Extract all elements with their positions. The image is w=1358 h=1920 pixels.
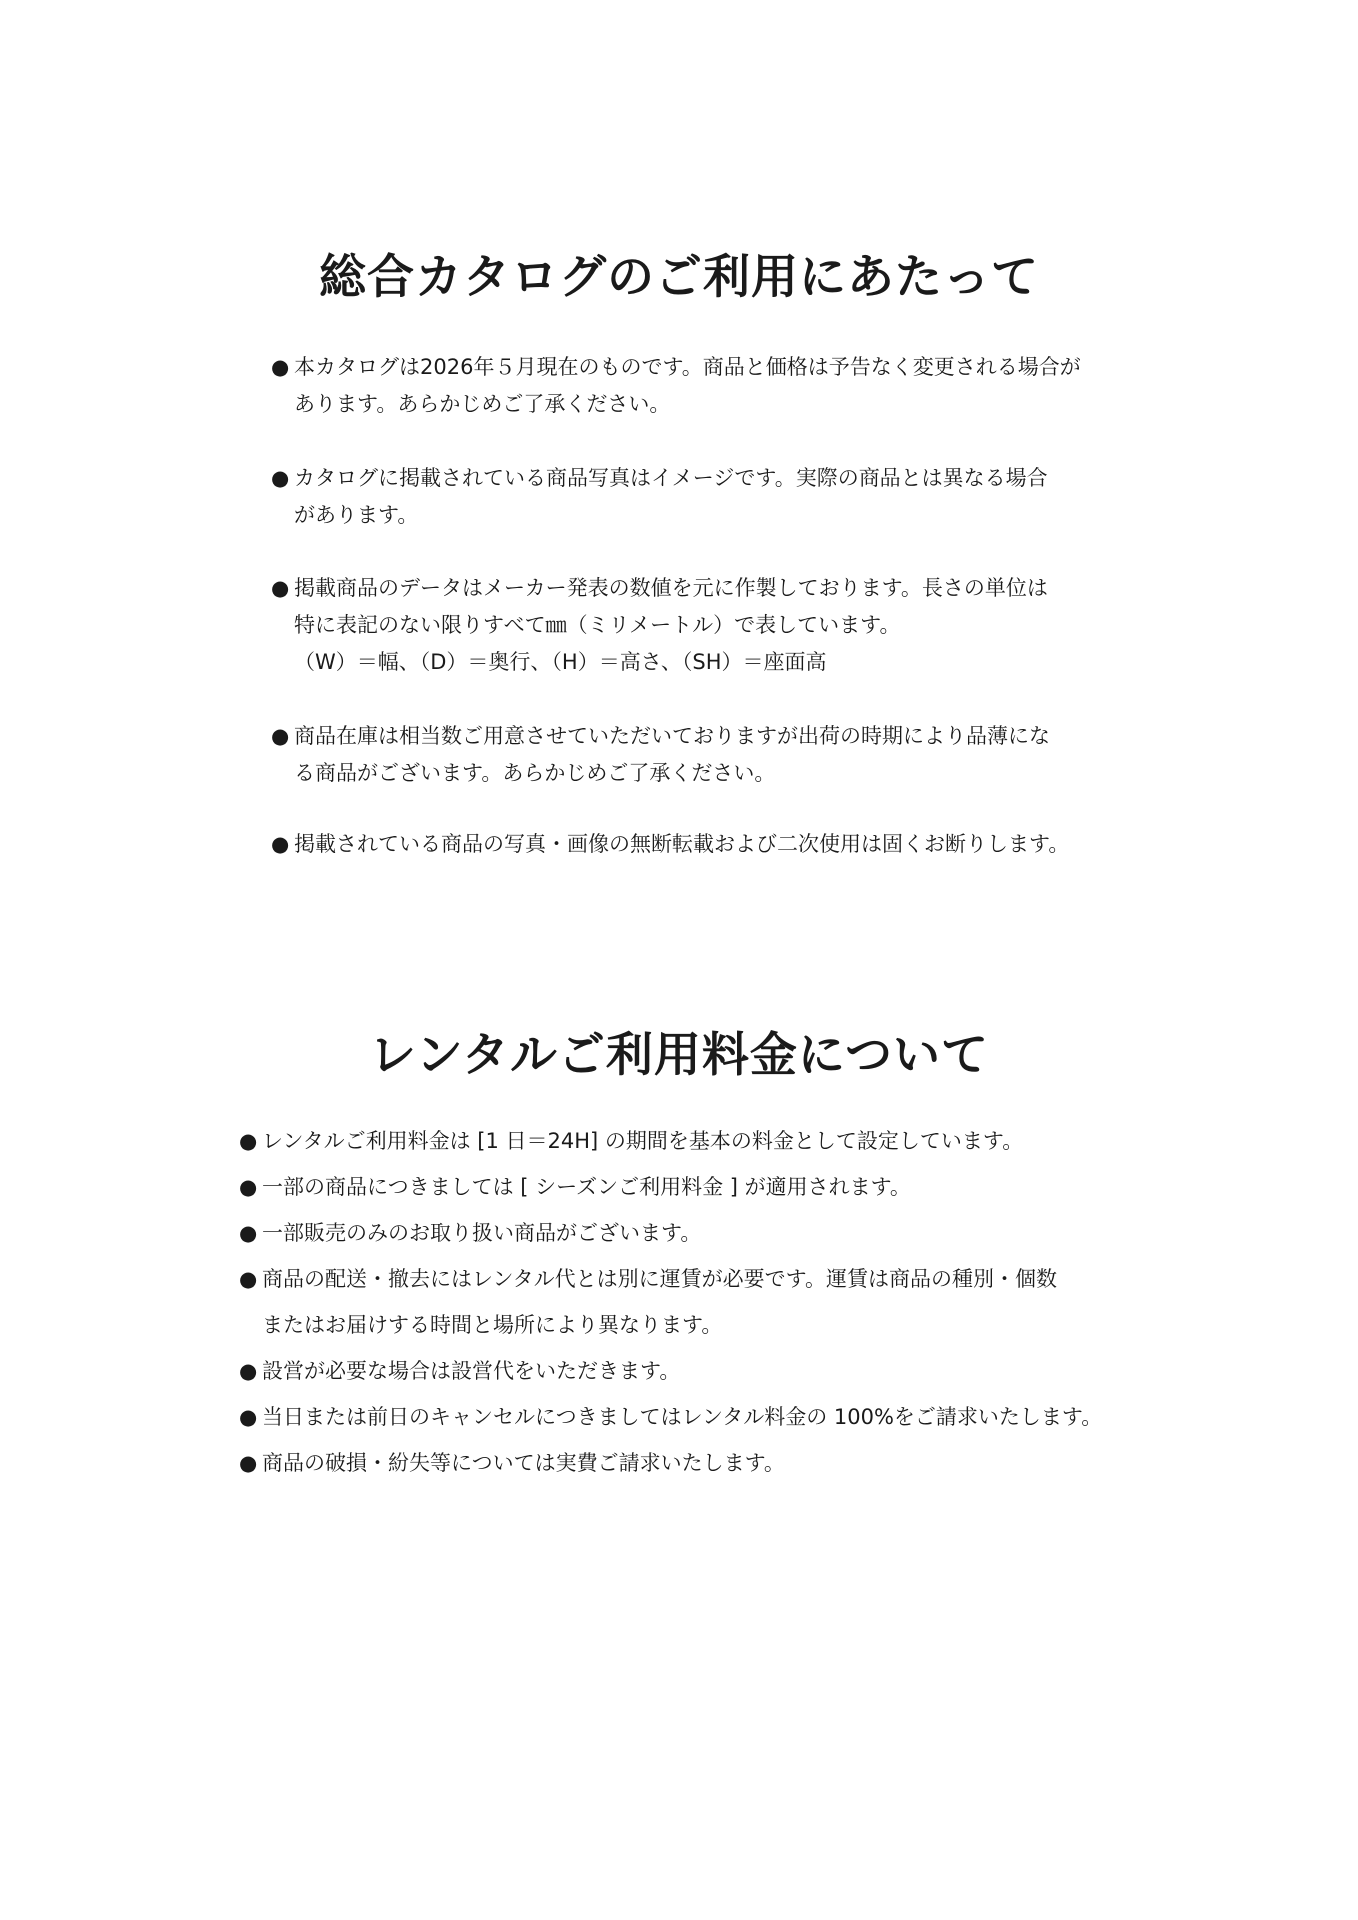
bullet-icon: ●: [239, 1175, 258, 1199]
fee-item: [239, 1348, 680, 1394]
notice-line: カタログに掲載されている商品写真はイメージです。実際の商品とは異なる場合: [294, 466, 1048, 490]
notice-line: あります。あらかじめご了承ください。: [294, 392, 671, 416]
rental-fee-title: レンタルご利用料金について: [368, 1028, 989, 1083]
notice-line: る商品がございます。あらかじめご了承ください。: [294, 761, 776, 785]
notice-line: 特に表記のない限りすべて㎜（ミリメートル）で表しています。: [294, 613, 901, 637]
fee-line: 商品の配送・撤去にはレンタル代とは別に運賃が必要です。運賃は商品の種別・個数: [262, 1267, 1057, 1291]
notice-item: [271, 570, 1048, 681]
fee-item: [239, 1210, 701, 1256]
fee-line: またはお届けする時間と場所により異なります。: [262, 1313, 723, 1337]
notice-line: 掲載されている商品の写真・画像の無断転載および二次使用は固くお断りします。: [294, 832, 1070, 856]
catalog-usage-title: 総合カタログのご利用にあたって: [319, 250, 1039, 305]
bullet-icon: ●: [271, 832, 290, 856]
fee-item: [239, 1394, 1102, 1440]
notice-line: 本カタログは2026年５月現在のものです。商品と価格は予告なく変更される場合が: [294, 355, 1081, 379]
bullet-icon: ●: [239, 1405, 258, 1429]
fee-line: 一部販売のみのお取り扱い商品がございます。: [262, 1221, 702, 1245]
bullet-icon: ●: [271, 466, 290, 490]
bullet-icon: ●: [271, 724, 290, 748]
bullet-icon: ●: [271, 355, 290, 379]
fee-item: [239, 1256, 1057, 1348]
fee-line: レンタルご利用料金は [1 日＝24H] の期間を基本の料金として設定しています。: [262, 1129, 1024, 1153]
notice-line: があります。: [294, 503, 419, 527]
fee-line: 設営が必要な場合は設営代をいただきます。: [262, 1359, 681, 1383]
bullet-icon: ●: [271, 576, 290, 600]
bullet-icon: ●: [239, 1451, 258, 1475]
notice-item: [271, 349, 1081, 423]
bullet-icon: ●: [239, 1129, 258, 1153]
notice-item: [271, 718, 1050, 792]
notice-item: [271, 826, 1069, 863]
notice-line: （W）＝幅、（D）＝奥行、（H）＝高さ、（SH）＝座面高: [294, 650, 827, 674]
bullet-icon: ●: [239, 1267, 258, 1291]
fee-item: [239, 1440, 785, 1486]
notice-line: 掲載商品のデータはメーカー発表の数値を元に作製しております。長さの単位は: [294, 576, 1048, 600]
fee-item: [239, 1118, 1023, 1164]
fee-line: 商品の破損・紛失等については実費ご請求いたします。: [262, 1451, 785, 1475]
fee-item: [239, 1164, 911, 1210]
fee-line: 一部の商品につきましては [ シーズンご利用料金 ] が適用されます。: [262, 1175, 911, 1199]
notice-item: [271, 460, 1048, 534]
notice-line: 商品在庫は相当数ご用意させていただいておりますが出荷の時期により品薄にな: [294, 724, 1050, 748]
bullet-icon: ●: [239, 1221, 258, 1245]
bullet-icon: ●: [239, 1359, 258, 1383]
fee-line: 当日または前日のキャンセルにつきましてはレンタル料金の 100%をご請求いたします。: [262, 1405, 1103, 1429]
